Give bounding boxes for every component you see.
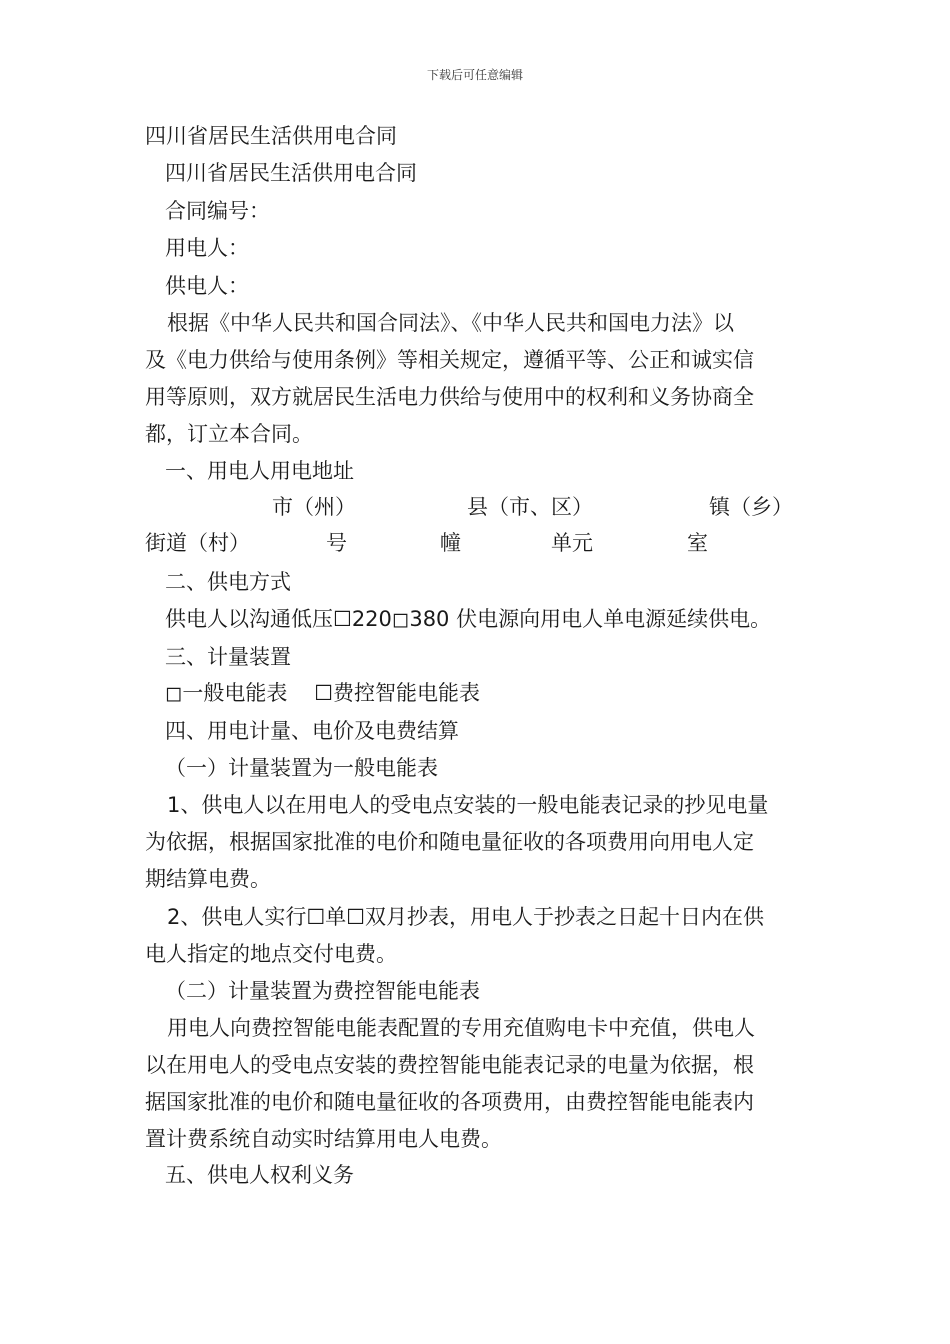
document-title: 四川省居民生活供用电合同	[145, 124, 397, 148]
clause-1-line: 期结算电费。	[145, 867, 271, 891]
address-unit-label: 单元	[551, 531, 593, 555]
address-street-label: 街道（村）	[145, 531, 250, 555]
clause-1-line: 1、供电人以在用电人的受电点安装的一般电能表记录的抄见电量	[167, 793, 769, 817]
address-number-label: 号	[326, 531, 347, 555]
preamble-line: 及《电力供给与使用条例》等相关规定，遵循平等、公正和诚实信	[145, 348, 754, 372]
address-room-label: 室	[687, 531, 708, 555]
section-2-text: 供电人以沟通低压☐220◻380 伏电源向用电人单电源延续供电。	[165, 607, 772, 631]
meter-type-options: ◻一般电能表 ☐费控智能电能表	[165, 681, 480, 705]
address-town-label: 镇（乡）	[709, 495, 793, 519]
clause-1-line: 为依据，根据国家批准的电价和随电量征收的各项费用向用电人定	[145, 830, 754, 854]
subsection-1-heading: （一）计量装置为一般电能表	[165, 756, 438, 780]
clause-2-line: 2、供电人实行☐单☐双月抄表，用电人于抄表之日起十日内在供	[167, 905, 765, 929]
section-2-heading: 二、供电方式	[165, 570, 291, 594]
document-subtitle: 四川省居民生活供用电合同	[165, 161, 417, 185]
user-label: 用电人：	[165, 236, 249, 260]
page-header-note: 下载后可任意编辑	[426, 68, 523, 82]
address-building-label: 幢	[440, 531, 461, 555]
section-1-heading: 一、用电人用电地址	[165, 459, 354, 483]
address-city-label: 市（州）	[272, 495, 356, 519]
section-4-heading: 四、用电计量、电价及电费结算	[165, 719, 459, 743]
clause-3-line: 据国家批准的电价和随电量征收的各项费用，由费控智能电能表内	[145, 1090, 754, 1114]
preamble-line: 用等原则，双方就居民生活电力供给与使用中的权利和义务协商全	[145, 385, 754, 409]
clause-2-line: 电人指定的地点交付电费。	[145, 942, 397, 966]
clause-3-line: 以在用电人的受电点安装的费控智能电能表记录的电量为依据，根	[145, 1053, 754, 1077]
preamble-line: 根据《中华人民共和国合同法》、《中华人民共和国电力法》以	[167, 311, 734, 335]
clause-3-line: 置计费系统自动实时结算用电人电费。	[145, 1127, 502, 1151]
section-3-heading: 三、计量装置	[165, 645, 291, 669]
subsection-2-heading: （二）计量装置为费控智能电能表	[165, 979, 480, 1003]
supplier-label: 供电人：	[165, 274, 249, 298]
contract-number-label: 合同编号：	[165, 199, 270, 223]
clause-3-line: 用电人向费控智能电能表配置的专用充值购电卡中充值，供电人	[167, 1016, 755, 1040]
address-county-label: 县（市、区）	[467, 495, 593, 519]
section-5-heading: 五、供电人权利义务	[165, 1163, 354, 1187]
preamble-line: 都，订立本合同。	[145, 422, 313, 446]
